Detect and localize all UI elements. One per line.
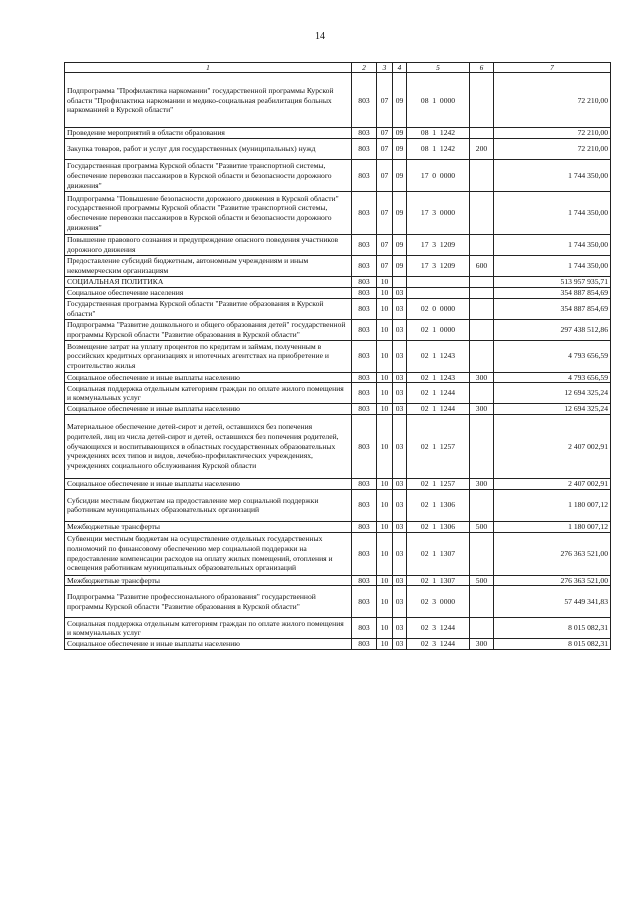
row-rz-cell: 10 (377, 383, 393, 404)
row-amount-cell: 354 887 854,69 (494, 298, 611, 319)
row-ved-cell: 803 (352, 287, 377, 298)
table-row (65, 372, 611, 383)
row-csr-cell: 02 1 1307 (407, 575, 470, 586)
row-name-cell: Возмещение затрат на уплату процентов по кредитам и займам, полученным в российских кредитных организациях и ипотечных агентствах на приобретение и строительство жилья (65, 340, 352, 372)
row-vr-cell (470, 73, 494, 128)
row-pr-cell: 03 (393, 298, 407, 319)
row-ved-cell: 803 (352, 489, 377, 521)
row-csr-cell: 02 1 1244 (407, 404, 470, 415)
row-pr-cell: 09 (393, 192, 407, 235)
row-rz-cell: 10 (377, 404, 393, 415)
row-name-cell: Государственная программа Курской области "Развитие транспортной системы, обеспечение перевозки пассажиров в Курской области и безопасности дорожного движения" (65, 160, 352, 192)
row-vr-cell (470, 235, 494, 256)
row-vr-cell: 300 (470, 404, 494, 415)
row-amount-cell: 1 744 350,00 (494, 192, 611, 235)
row-rz-cell: 07 (377, 192, 393, 235)
row-rz-cell: 10 (377, 277, 393, 288)
row-amount-cell: 354 887 854,69 (494, 287, 611, 298)
table-row (65, 532, 611, 575)
table-row (65, 383, 611, 404)
row-vr-cell: 500 (470, 521, 494, 532)
row-name-cell: Проведение мероприятий в области образования (65, 128, 352, 139)
row-rz-cell: 10 (377, 479, 393, 490)
row-vr-cell (470, 532, 494, 575)
row-name-cell: Социальная поддержка отдельным категориям граждан по оплате жилого помещения и коммунальных услуг (65, 383, 352, 404)
table-row (65, 404, 611, 415)
row-name-cell: Социальное обеспечение и иные выплаты населению (65, 639, 352, 650)
row-ved-cell: 803 (352, 575, 377, 586)
header-col-name: 1 (65, 63, 352, 73)
row-amount-cell: 12 694 325,24 (494, 404, 611, 415)
row-name-cell: Материальное обеспечение детей-сирот и детей, оставшихся без попечения родителей, лиц из числа детей-сирот и детей, оставшихся без попечения родителей, обучающихся и воспитывающихся в областных государственных образовательных учреждениях всех типов и видов, лечебно-профилактических учреждениях, учреждениях социального обслуживания Курской области (65, 415, 352, 479)
row-vr-cell: 600 (470, 256, 494, 277)
row-ved-cell: 803 (352, 532, 377, 575)
row-rz-cell: 10 (377, 618, 393, 639)
row-ved-cell: 803 (352, 235, 377, 256)
row-name-cell: Социальное обеспечение и иные выплаты населению (65, 372, 352, 383)
row-rz-cell: 10 (377, 521, 393, 532)
table-row (65, 618, 611, 639)
row-name-cell: Социальное обеспечение и иные выплаты населению (65, 404, 352, 415)
row-ved-cell: 803 (352, 160, 377, 192)
row-pr-cell: 03 (393, 319, 407, 340)
row-pr-cell: 09 (393, 139, 407, 160)
row-amount-cell: 513 957 935,71 (494, 277, 611, 288)
row-ved-cell: 803 (352, 639, 377, 650)
table-row (65, 128, 611, 139)
row-pr-cell: 09 (393, 73, 407, 128)
row-name-cell: Социальное обеспечение и иные выплаты населению (65, 479, 352, 490)
row-pr-cell: 03 (393, 383, 407, 404)
row-name-cell: Субвенции местным бюджетам на осуществление отдельных государственных полномочий по финансовому обеспечению мер социальной поддержки на предоставление компенсации расходов на оплату жилых помещений, отопления и освещения работникам муниципальных образовательных организаций (65, 532, 352, 575)
row-name-cell: Межбюджетные трансферты (65, 521, 352, 532)
row-pr-cell: 03 (393, 489, 407, 521)
row-csr-cell: 02 1 1244 (407, 383, 470, 404)
table-row (65, 575, 611, 586)
row-ved-cell: 803 (352, 404, 377, 415)
row-ved-cell: 803 (352, 298, 377, 319)
row-rz-cell: 10 (377, 298, 393, 319)
row-amount-cell: 72 210,00 (494, 73, 611, 128)
table-row (65, 479, 611, 490)
row-ved-cell: 803 (352, 586, 377, 618)
row-rz-cell: 10 (377, 287, 393, 298)
row-vr-cell (470, 287, 494, 298)
table-row (65, 298, 611, 319)
row-csr-cell: 17 0 0000 (407, 160, 470, 192)
row-vr-cell: 300 (470, 479, 494, 490)
row-vr-cell (470, 618, 494, 639)
row-vr-cell (470, 340, 494, 372)
row-rz-cell: 07 (377, 73, 393, 128)
row-csr-cell (407, 287, 470, 298)
row-csr-cell: 02 1 1257 (407, 479, 470, 490)
row-vr-cell (470, 128, 494, 139)
header-col-ved: 2 (352, 63, 377, 73)
row-amount-cell: 1 180 007,12 (494, 521, 611, 532)
row-amount-cell: 8 015 082,31 (494, 639, 611, 650)
row-vr-cell: 500 (470, 575, 494, 586)
row-pr-cell: 09 (393, 128, 407, 139)
row-rz-cell: 10 (377, 319, 393, 340)
row-name-cell: Подпрограмма "Развитие дошкольного и общего образования детей" государственной программы Курской области "Развитие образования в Курской области" (65, 319, 352, 340)
row-name-cell: Подпрограмма "Повышение безопасности дорожного движения в Курской области" государственной программы Курской области "Развитие транспортной системы, обеспечение перевозки пассажиров в Курской области и безопасности дорожного движения" (65, 192, 352, 235)
row-csr-cell: 02 3 0000 (407, 586, 470, 618)
row-csr-cell: 02 1 1307 (407, 532, 470, 575)
row-csr-cell: 02 1 0000 (407, 319, 470, 340)
row-rz-cell: 10 (377, 372, 393, 383)
row-csr-cell: 02 3 1244 (407, 639, 470, 650)
row-vr-cell (470, 489, 494, 521)
row-vr-cell (470, 586, 494, 618)
row-amount-cell: 4 793 656,59 (494, 340, 611, 372)
row-csr-cell: 08 1 1242 (407, 139, 470, 160)
row-name-cell: Социальная поддержка отдельным категориям граждан по оплате жилого помещения и коммунальных услуг (65, 618, 352, 639)
row-ved-cell: 803 (352, 192, 377, 235)
header-col-rz: 3 (377, 63, 393, 73)
row-pr-cell: 03 (393, 372, 407, 383)
row-pr-cell: 03 (393, 479, 407, 490)
row-name-cell: Субсидии местным бюджетам на предоставление мер социальной поддержки работникам муниципальных образовательных организаций (65, 489, 352, 521)
row-amount-cell: 276 363 521,00 (494, 532, 611, 575)
row-ved-cell: 803 (352, 521, 377, 532)
row-vr-cell (470, 160, 494, 192)
table-row (65, 415, 611, 479)
row-name-cell: Межбюджетные трансферты (65, 575, 352, 586)
row-amount-cell: 276 363 521,00 (494, 575, 611, 586)
row-vr-cell (470, 298, 494, 319)
row-amount-cell: 1 744 350,00 (494, 160, 611, 192)
row-csr-cell: 17 3 1209 (407, 235, 470, 256)
row-pr-cell: 03 (393, 618, 407, 639)
row-name-cell: Закупка товаров, работ и услуг для государственных (муниципальных) нужд (65, 139, 352, 160)
row-pr-cell: 09 (393, 160, 407, 192)
row-vr-cell: 300 (470, 639, 494, 650)
row-vr-cell (470, 192, 494, 235)
row-rz-cell: 10 (377, 639, 393, 650)
row-csr-cell: 08 1 0000 (407, 73, 470, 128)
table-row (65, 256, 611, 277)
row-csr-cell: 08 1 1242 (407, 128, 470, 139)
budget-table (64, 62, 611, 650)
table-row (65, 340, 611, 372)
row-pr-cell: 03 (393, 639, 407, 650)
row-name-cell: Подпрограмма "Развитие профессионального образования" государственной программы Курской области "Развитие образования в Курской области" (65, 586, 352, 618)
row-amount-cell: 1 744 350,00 (494, 235, 611, 256)
row-rz-cell: 07 (377, 256, 393, 277)
row-vr-cell: 200 (470, 139, 494, 160)
row-rz-cell: 07 (377, 139, 393, 160)
row-csr-cell: 02 0 0000 (407, 298, 470, 319)
row-ved-cell: 803 (352, 372, 377, 383)
row-rz-cell: 10 (377, 575, 393, 586)
row-pr-cell: 03 (393, 521, 407, 532)
table-row (65, 277, 611, 288)
table-header (65, 63, 611, 73)
row-csr-cell: 17 3 1209 (407, 256, 470, 277)
row-amount-cell: 2 407 002,91 (494, 415, 611, 479)
row-csr-cell: 02 3 1244 (407, 618, 470, 639)
table-row (65, 139, 611, 160)
row-ved-cell: 803 (352, 128, 377, 139)
row-vr-cell (470, 277, 494, 288)
row-ved-cell: 803 (352, 256, 377, 277)
row-vr-cell (470, 383, 494, 404)
row-rz-cell: 07 (377, 235, 393, 256)
row-vr-cell: 300 (470, 372, 494, 383)
row-name-cell: Социальное обеспечение населения (65, 287, 352, 298)
row-vr-cell (470, 415, 494, 479)
table-row (65, 73, 611, 128)
row-pr-cell (393, 277, 407, 288)
table-row (65, 489, 611, 521)
header-col-vr: 6 (470, 63, 494, 73)
row-amount-cell: 2 407 002,91 (494, 479, 611, 490)
table-body (65, 73, 611, 649)
row-ved-cell: 803 (352, 139, 377, 160)
table-row (65, 521, 611, 532)
row-name-cell: СОЦИАЛЬНАЯ ПОЛИТИКА (65, 277, 352, 288)
row-pr-cell: 03 (393, 404, 407, 415)
table-row (65, 639, 611, 650)
row-pr-cell: 09 (393, 235, 407, 256)
row-pr-cell: 09 (393, 256, 407, 277)
row-ved-cell: 803 (352, 277, 377, 288)
row-pr-cell: 03 (393, 532, 407, 575)
row-name-cell: Предоставление субсидий бюджетным, автономным учреждениям и иным некоммерческим организациям (65, 256, 352, 277)
row-vr-cell (470, 319, 494, 340)
row-amount-cell: 1 180 007,12 (494, 489, 611, 521)
row-amount-cell: 297 438 512,86 (494, 319, 611, 340)
table-row (65, 287, 611, 298)
row-amount-cell: 12 694 325,24 (494, 383, 611, 404)
row-pr-cell: 03 (393, 415, 407, 479)
row-name-cell: Государственная программа Курской области "Развитие образования в Курской области" (65, 298, 352, 319)
row-amount-cell: 4 793 656,59 (494, 372, 611, 383)
row-amount-cell: 8 015 082,31 (494, 618, 611, 639)
table-row (65, 235, 611, 256)
row-pr-cell: 03 (393, 575, 407, 586)
row-rz-cell: 10 (377, 586, 393, 618)
row-ved-cell: 803 (352, 340, 377, 372)
row-csr-cell: 02 1 1243 (407, 340, 470, 372)
row-pr-cell: 03 (393, 586, 407, 618)
row-rz-cell: 07 (377, 128, 393, 139)
row-csr-cell: 02 1 1243 (407, 372, 470, 383)
row-ved-cell: 803 (352, 479, 377, 490)
row-rz-cell: 07 (377, 160, 393, 192)
row-rz-cell: 10 (377, 532, 393, 575)
header-col-pr: 4 (393, 63, 407, 73)
table-row (65, 160, 611, 192)
row-ved-cell: 803 (352, 319, 377, 340)
row-pr-cell: 03 (393, 287, 407, 298)
row-ved-cell: 803 (352, 73, 377, 128)
header-col-csr: 5 (407, 63, 470, 73)
row-amount-cell: 1 744 350,00 (494, 256, 611, 277)
row-csr-cell: 17 3 0000 (407, 192, 470, 235)
row-amount-cell: 57 449 341,83 (494, 586, 611, 618)
row-csr-cell (407, 277, 470, 288)
row-amount-cell: 72 210,00 (494, 139, 611, 160)
row-pr-cell: 03 (393, 340, 407, 372)
row-ved-cell: 803 (352, 383, 377, 404)
row-amount-cell: 72 210,00 (494, 128, 611, 139)
row-rz-cell: 10 (377, 415, 393, 479)
header-col-amount: 7 (494, 63, 611, 73)
table-row (65, 586, 611, 618)
page-number: 14 (315, 31, 325, 42)
row-name-cell: Подпрограмма "Профилактика наркомании" государственной программы Курской области "Профилактика наркомании и медико-социальная реабилитация больных наркоманией в Курской области" (65, 73, 352, 128)
row-name-cell: Повышение правового сознания и предупреждение опасного поведения участников дорожного движения (65, 235, 352, 256)
row-ved-cell: 803 (352, 415, 377, 479)
row-rz-cell: 10 (377, 340, 393, 372)
row-ved-cell: 803 (352, 618, 377, 639)
row-csr-cell: 02 1 1306 (407, 521, 470, 532)
row-rz-cell: 10 (377, 489, 393, 521)
table-row (65, 192, 611, 235)
row-csr-cell: 02 1 1306 (407, 489, 470, 521)
row-csr-cell: 02 1 1257 (407, 415, 470, 479)
table-row (65, 319, 611, 340)
